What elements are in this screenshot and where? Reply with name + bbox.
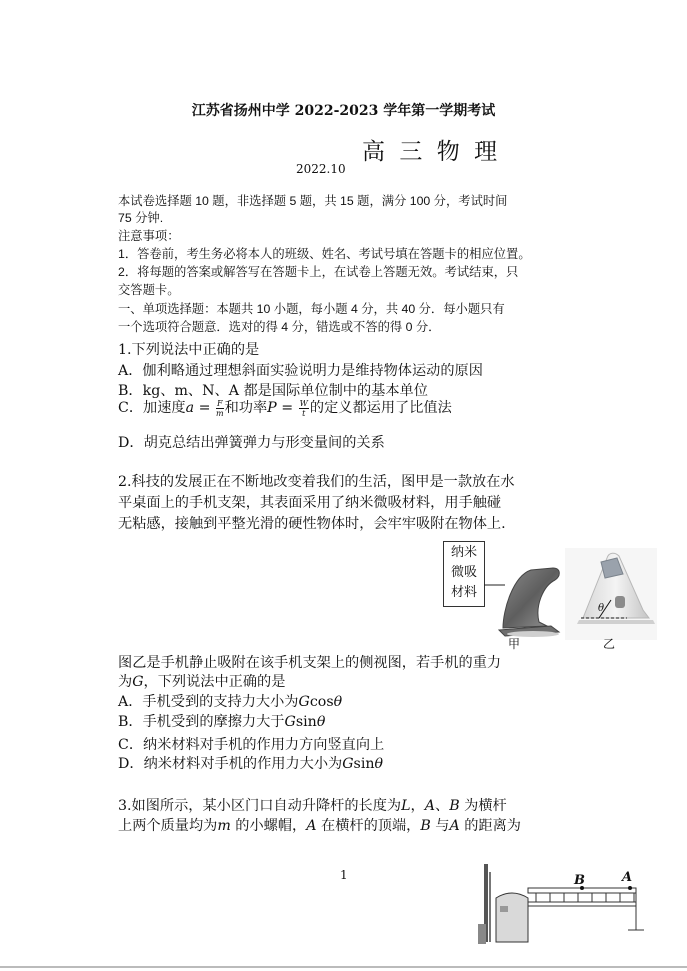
phone-stand-jia — [499, 568, 559, 637]
exam-date: 2022.10 — [296, 162, 346, 176]
q3-l2-A2: A — [449, 818, 460, 834]
q1-option-a: A．伽利略通过理想斜面实验说明力是维持物体运动的原因 — [118, 363, 483, 379]
page-bottom-edge — [0, 966, 687, 968]
q3-line-1 — [118, 795, 507, 815]
q2-line-5-suffix: ，下列说法中正确的是 — [143, 674, 286, 690]
note-2-line-2: 交答题卡。 — [118, 283, 180, 297]
q1-c-m: m — [216, 408, 224, 418]
phone-stand-yi — [565, 548, 657, 640]
q1-c-suffix: 的定义都运用了比值法 — [309, 400, 452, 416]
figure-label-yi: 乙 — [603, 637, 616, 651]
q2-line-5-prefix: 为 — [118, 674, 133, 690]
q2-a-g: G — [298, 694, 310, 710]
q2-b-prefix: B．手机受到的摩擦力大于 — [118, 714, 285, 730]
q1-c-t: t — [302, 408, 306, 418]
q3-l2-a: 上两个质量均为 — [118, 818, 218, 834]
q2-d-g: G — [342, 756, 354, 772]
q2-line-5 — [118, 671, 285, 691]
q1-c-eq1: = — [194, 400, 215, 416]
q3-l1-d: 为横杆 — [459, 798, 507, 814]
q1-c-prefix: C．加速度 — [118, 400, 186, 416]
q3-l1-b: ， — [410, 798, 425, 814]
q1-c-eq2: = — [276, 400, 298, 416]
q2-option-d — [118, 753, 383, 773]
notes-heading: 注意事项： — [118, 229, 180, 243]
q2-d-fn: sin — [353, 756, 375, 772]
exam-title: 江苏省扬州中学 2022-2023 学年第一学期考试 — [191, 103, 496, 119]
q3-line-2 — [118, 815, 521, 835]
q3-l1-L: L — [401, 798, 411, 814]
q3-l2-m: m — [217, 818, 231, 834]
subject-heading: 高 三 物 理 — [362, 138, 502, 164]
q1-option-d: D．胡克总结出弹簧弹力与形变量间的关系 — [118, 435, 385, 451]
q2-a-theta: θ — [333, 694, 343, 710]
q3-l2-c: 在横杆的顶端， — [316, 818, 421, 834]
q2-b-g: G — [284, 714, 296, 730]
q3-l1-B: B — [449, 798, 460, 814]
q1-c-a: a — [185, 400, 195, 416]
q2-line-3: 无粘感，接触到平整光滑的硬性物体时，会牢牢吸附在物体上. — [118, 516, 506, 532]
section-1-line-2: 一个选项符合题意．选对的得 4 分，错选或不答的得 0 分． — [118, 320, 441, 334]
figure-label-jia: 甲 — [508, 637, 521, 651]
q3-l1-A: A — [424, 798, 435, 814]
note-2-line-1: 2．将每题的答案或解答写在答题卡上，在试卷上答题无效。考试结束，只 — [118, 265, 519, 279]
q3-l2-d: 与 — [430, 818, 450, 834]
q1-c-f: F — [217, 398, 223, 408]
q3-l2-A: A — [306, 818, 317, 834]
q2-option-c: C．纳米材料对手机的作用力方向竖直向上 — [118, 737, 385, 753]
q2-option-b — [118, 711, 325, 731]
q2-a-fn: cos — [309, 694, 334, 710]
page-number: 1 — [340, 868, 348, 882]
q3-l2-B: B — [420, 818, 431, 834]
q3-l1-a: 3.如图所示，某小区门口自动升降杆的长度为 — [118, 798, 402, 814]
section-1-line-1: 一、单项选择题：本题共 10 小题，每小题 4 分，共 40 分．每小题只有 — [118, 302, 505, 316]
q2-d-theta: θ — [374, 756, 384, 772]
q1-c-p: P — [267, 400, 277, 416]
q2-d-prefix: D．纳米材料对手机的作用力大小为 — [118, 756, 343, 772]
intro-line-2: 75 分钟. — [118, 211, 164, 225]
q3-l1-c: 、 — [434, 798, 450, 814]
q2-b-theta: θ — [316, 714, 326, 730]
boom-arm — [528, 886, 644, 930]
label-line-3: 材料 — [450, 584, 477, 599]
q1-option-c — [118, 397, 452, 418]
q2-a-prefix: A．手机受到的支持力大小为 — [118, 694, 299, 710]
q1-stem: 1.下列说法中正确的是 — [118, 342, 260, 358]
theta-angle-label: θ — [598, 603, 605, 614]
q2-line-5-g: G — [132, 674, 144, 690]
q3-l2-e: 的距离为 — [459, 818, 521, 834]
q3-l2-b: 的小螺帽， — [230, 818, 307, 834]
q1-c-w: W — [299, 398, 308, 408]
q2-line-4: 图乙是手机静止吸附在该手机支架上的侧视图，若手机的重力 — [118, 655, 502, 671]
intro-line-1: 本试卷选择题 10 题，非选择题 5 题，共 15 题，满分 100 分，考试时间 — [118, 194, 508, 208]
label-line-1: 纳米 — [450, 544, 477, 559]
q2-b-fn: sin — [295, 714, 317, 730]
figure-label-a: A — [622, 870, 633, 885]
q1-c-frac-fm — [216, 399, 224, 418]
q2-line-1: 2.科技的发展正在不断地改变着我们的生活，图甲是一款放在水 — [118, 474, 515, 490]
q2-line-2: 平桌面上的手机支架，其表面采用了纳米微吸材料，用手触碰 — [118, 495, 502, 511]
q1-c-mid: 和功率 — [224, 400, 268, 416]
q2-option-a — [118, 691, 342, 711]
fence — [478, 864, 491, 944]
note-1: 1．答卷前，考生务必将本人的班级、姓名、考试号填在答题卡的相应位置。 — [118, 247, 531, 261]
q1-option-b: B．kg、m、N、A 都是国际单位制中的基本单位 — [118, 383, 428, 399]
figure-label-b: B — [574, 873, 585, 888]
label-line-2: 微吸 — [450, 564, 477, 579]
gate-cabinet — [496, 893, 528, 942]
q1-c-frac-wt — [299, 399, 309, 418]
figure-phone-stands — [443, 540, 687, 650]
screw-a — [628, 886, 632, 890]
